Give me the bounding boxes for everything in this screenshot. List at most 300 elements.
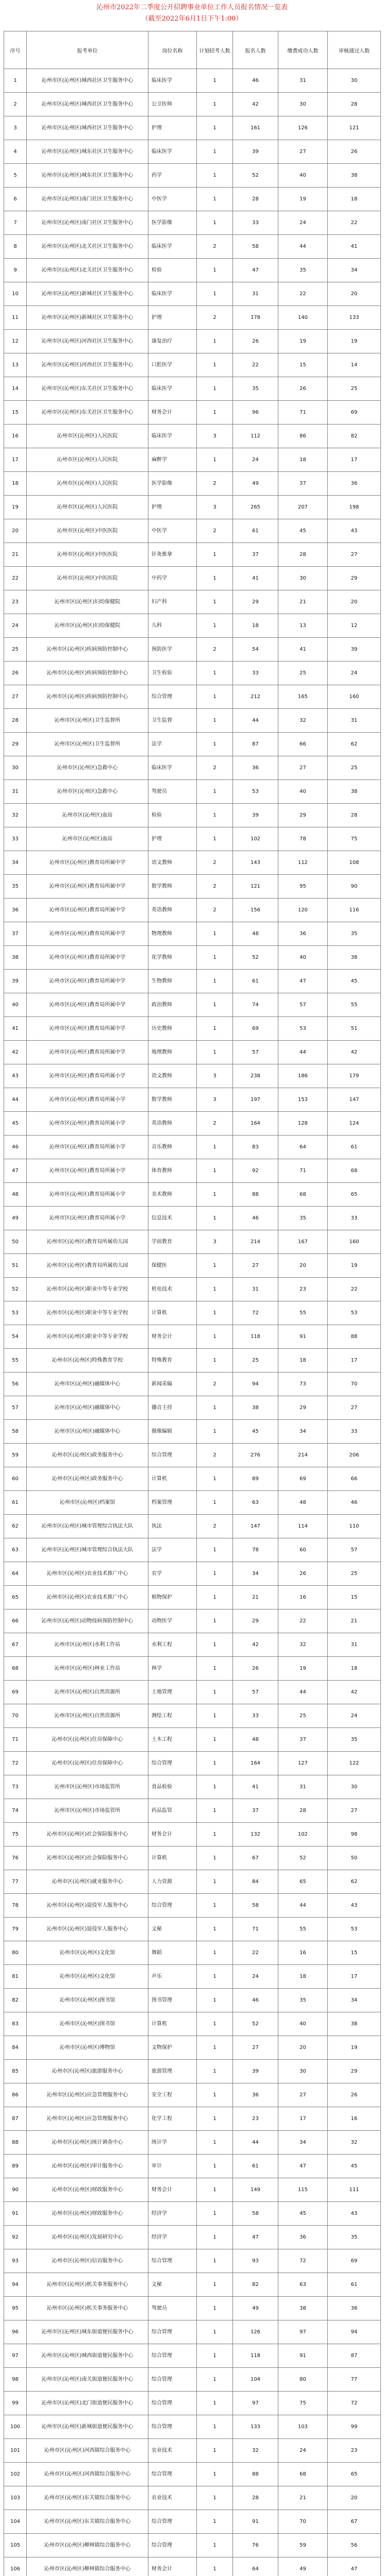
- cell-paid: 59: [278, 2534, 328, 2557]
- cell-seq: 41: [4, 1017, 27, 1041]
- table-row: [4, 567, 381, 590]
- cell-planned: 3: [197, 1064, 233, 1088]
- cell-passed: 27: [328, 1799, 381, 1823]
- cell-employer: 沁州市区(沁州区)教育局所属小学: [27, 1064, 148, 1088]
- cell-position: 计算机: [148, 2012, 197, 2036]
- cell-passed: 124: [328, 1112, 381, 1136]
- cell-passed: 160: [328, 1230, 381, 1254]
- cell-applied: 89: [233, 1467, 278, 1491]
- table-row: [4, 1491, 381, 1515]
- cell-planned: 1: [197, 543, 233, 567]
- cell-paid: 29: [278, 804, 328, 827]
- cell-position: 综合管理: [148, 2510, 197, 2534]
- cell-position: 执法: [148, 1515, 197, 1538]
- cell-seq: 61: [4, 1491, 27, 1515]
- table-row: [4, 1704, 381, 1728]
- cell-employer: 沁州市区(沁州区)新城社区卫生服务中心: [27, 282, 148, 306]
- cell-planned: 1: [197, 2060, 233, 2083]
- cell-planned: 1: [197, 662, 233, 685]
- cell-employer: 沁州市区(沁州区)教育局所属幼儿园: [27, 1230, 148, 1254]
- cell-employer: 沁州市区(沁州区)财政服务中心: [27, 2202, 148, 2226]
- cell-seq: 32: [4, 804, 27, 827]
- cell-employer: 沁州市区(沁州区)中医医院: [27, 543, 148, 567]
- cell-position: 美术教师: [148, 1183, 197, 1207]
- table-row: [4, 425, 381, 448]
- table-row: [4, 756, 381, 780]
- cell-paid: 91: [278, 1325, 328, 1349]
- cell-applied: 36: [233, 2083, 278, 2107]
- cell-applied: 49: [233, 2297, 278, 2320]
- cell-seq: 85: [4, 2060, 27, 2083]
- cell-passed: 24: [328, 662, 381, 685]
- cell-seq: 102: [4, 2463, 27, 2486]
- cell-seq: 6: [4, 188, 27, 211]
- cell-employer: 沁州市区(沁州区)人民医院: [27, 496, 148, 519]
- cell-position: 生物教师: [148, 970, 197, 993]
- table-row: [4, 733, 381, 756]
- cell-paid: 128: [278, 1112, 328, 1136]
- cell-passed: 82: [328, 425, 381, 448]
- cell-employer: 沁州市区(沁州区)人民医院: [27, 425, 148, 448]
- cell-position: 数学教师: [148, 875, 197, 899]
- cell-paid: 73: [278, 1372, 328, 1396]
- cell-employer: 沁州市区(沁州区)东关镇综合服务中心: [27, 2510, 148, 2534]
- cell-seq: 69: [4, 1681, 27, 1704]
- cell-employer: 沁州市区(沁州区)融媒体中心: [27, 1420, 148, 1444]
- cell-position: 中药学: [148, 567, 197, 590]
- cell-planned: 1: [197, 1538, 233, 1562]
- table-row: [4, 1870, 381, 1894]
- cell-seq: 25: [4, 638, 27, 662]
- table-row: [4, 946, 381, 970]
- cell-position: 护理: [148, 827, 197, 851]
- cell-planned: 1: [197, 2131, 233, 2155]
- cell-applied: 39: [233, 2060, 278, 2083]
- cell-paid: 19: [278, 188, 328, 211]
- cell-planned: 1: [197, 2368, 233, 2392]
- cell-employer: 沁州市区(沁州区)城东街道便民服务中心: [27, 2320, 148, 2344]
- cell-seq: 16: [4, 425, 27, 448]
- table-row: [4, 2249, 381, 2273]
- table-row: [4, 2320, 381, 2344]
- cell-position: 临床医学: [148, 377, 197, 401]
- cell-employer: 沁州市区(沁州区)河西镇综合服务中心: [27, 2439, 148, 2463]
- cell-employer: 沁州市区(沁州区)政务服务中心: [27, 1444, 148, 1467]
- cell-applied: 52: [233, 946, 278, 970]
- cell-planned: 1: [197, 2273, 233, 2297]
- cell-employer: 沁州市区(沁州区)东关镇综合服务中心: [27, 2486, 148, 2510]
- cell-seq: 22: [4, 567, 27, 590]
- cell-planned: 2: [197, 235, 233, 259]
- table-row: [4, 709, 381, 733]
- cell-passed: 34: [328, 1989, 381, 2012]
- cell-employer: 沁州市区(沁州区)教育局所属中学: [27, 899, 148, 922]
- cell-position: 财务会计: [148, 2557, 197, 2576]
- cell-applied: 48: [233, 1728, 278, 1752]
- cell-paid: 25: [278, 662, 328, 685]
- cell-applied: 149: [233, 2178, 278, 2202]
- cell-planned: 2: [197, 472, 233, 496]
- cell-passed: 23: [328, 2439, 381, 2463]
- cell-employer: 沁州市区(沁州区)博物馆: [27, 2036, 148, 2060]
- cell-seq: 93: [4, 2249, 27, 2273]
- cell-paid: 70: [278, 2510, 328, 2534]
- cell-paid: 31: [278, 1775, 328, 1799]
- cell-paid: 75: [278, 2392, 328, 2415]
- cell-planned: 1: [197, 1301, 233, 1325]
- cell-applied: 238: [233, 1064, 278, 1088]
- cell-applied: 92: [233, 1159, 278, 1183]
- cell-position: 驾驶员: [148, 780, 197, 804]
- cell-seq: 51: [4, 1254, 27, 1278]
- cell-position: 临床医学: [148, 756, 197, 780]
- cell-seq: 94: [4, 2273, 27, 2297]
- cell-planned: 1: [197, 2557, 233, 2576]
- table-row: [4, 2273, 381, 2297]
- cell-passed: 53: [328, 1301, 381, 1325]
- cell-planned: 1: [197, 1965, 233, 1989]
- cell-paid: 102: [278, 1823, 328, 1846]
- cell-position: 综合管理: [148, 2415, 197, 2439]
- cell-passed: 28: [328, 804, 381, 827]
- cell-employer: 沁州市区(沁州区)中医医院: [27, 567, 148, 590]
- cell-planned: 1: [197, 1183, 233, 1207]
- cell-seq: 10: [4, 282, 27, 306]
- cell-paid: 29: [278, 1396, 328, 1420]
- cell-position: 历史教师: [148, 1017, 197, 1041]
- cell-planned: 2: [197, 638, 233, 662]
- cell-employer: 沁州市区(沁州区)城西社区卫生服务中心: [27, 116, 148, 140]
- header-planned: 计划招考人数: [197, 31, 233, 69]
- cell-planned: 1: [197, 2415, 233, 2439]
- cell-applied: 133: [233, 2415, 278, 2439]
- cell-paid: 103: [278, 2415, 328, 2439]
- cell-passed: 12: [328, 614, 381, 638]
- cell-passed: 30: [328, 69, 381, 93]
- table-row: [4, 1775, 381, 1799]
- table-row: [4, 188, 381, 211]
- cell-applied: 46: [233, 69, 278, 93]
- cell-applied: 53: [233, 780, 278, 804]
- cell-seq: 17: [4, 448, 27, 472]
- cell-applied: 72: [233, 1301, 278, 1325]
- cell-applied: 87: [233, 733, 278, 756]
- cell-position: 临床医学: [148, 425, 197, 448]
- cell-planned: 2: [197, 899, 233, 922]
- cell-employer: 沁州市区(沁州区)教育局所属中学: [27, 970, 148, 993]
- table-row: [4, 851, 381, 875]
- cell-employer: 沁州市区(沁州区)林业工作站: [27, 1657, 148, 1681]
- cell-planned: 1: [197, 1657, 233, 1681]
- cell-position: 预防医学: [148, 638, 197, 662]
- cell-seq: 56: [4, 1372, 27, 1396]
- cell-passed: 35: [328, 922, 381, 946]
- cell-applied: 27: [233, 1254, 278, 1278]
- cell-seq: 29: [4, 733, 27, 756]
- cell-planned: 1: [197, 922, 233, 946]
- cell-paid: 17: [278, 2107, 328, 2131]
- table-row: [4, 1965, 381, 1989]
- cell-seq: 80: [4, 1941, 27, 1965]
- cell-employer: 沁州市区(沁州区)自然资源所: [27, 1681, 148, 1704]
- cell-paid: 55: [278, 1301, 328, 1325]
- cell-passed: 35: [328, 1728, 381, 1752]
- cell-passed: 70: [328, 1372, 381, 1396]
- cell-employer: 沁州市区(沁州区)城西街道便民服务中心: [27, 2344, 148, 2368]
- cell-paid: 21: [278, 590, 328, 614]
- cell-planned: 1: [197, 1159, 233, 1183]
- cell-paid: 40: [278, 164, 328, 188]
- cell-employer: 沁州市区(沁州区)城市管理综合执法大队: [27, 1538, 148, 1562]
- table-row: [4, 235, 381, 259]
- header-applied: 报名人数: [233, 31, 278, 69]
- cell-applied: 69: [233, 1017, 278, 1041]
- cell-paid: 19: [278, 330, 328, 353]
- cell-applied: 88: [233, 1183, 278, 1207]
- cell-seq: 48: [4, 1183, 27, 1207]
- cell-position: 学前教育: [148, 1230, 197, 1254]
- cell-position: 文物保护: [148, 2036, 197, 2060]
- cell-seq: 7: [4, 211, 27, 235]
- cell-paid: 34: [278, 1420, 328, 1444]
- cell-planned: 1: [197, 377, 233, 401]
- table-row: [4, 1444, 381, 1467]
- cell-planned: 1: [197, 2226, 233, 2249]
- cell-applied: 27: [233, 2036, 278, 2060]
- cell-position: 图书管理: [148, 1989, 197, 2012]
- cell-passed: 38: [328, 780, 381, 804]
- cell-passed: 69: [328, 2249, 381, 2273]
- cell-planned: 1: [197, 2155, 233, 2178]
- table-row: [4, 1420, 381, 1444]
- cell-employer: 沁州市区(沁州区)北门街道便民服务中心: [27, 2392, 148, 2415]
- table-row: [4, 2036, 381, 2060]
- cell-planned: 1: [197, 2036, 233, 2060]
- table-row: [4, 875, 381, 899]
- cell-seq: 52: [4, 1278, 27, 1301]
- cell-position: 语文教师: [148, 1064, 197, 1088]
- table-row: [4, 1515, 381, 1538]
- cell-seq: 63: [4, 1538, 27, 1562]
- cell-employer: 沁州市区(沁州区)退役军人服务中心: [27, 1894, 148, 1918]
- table-row: [4, 2415, 381, 2439]
- cell-employer: 沁州市区(沁州区)融媒体中心: [27, 1372, 148, 1396]
- cell-position: 财务会计: [148, 1325, 197, 1349]
- cell-seq: 28: [4, 709, 27, 733]
- cell-passed: 111: [328, 2178, 381, 2202]
- cell-planned: 1: [197, 69, 233, 93]
- cell-planned: 1: [197, 1325, 233, 1349]
- cell-paid: 41: [278, 638, 328, 662]
- cell-passed: 121: [328, 116, 381, 140]
- table-row: [4, 377, 381, 401]
- cell-passed: 27: [328, 543, 381, 567]
- table-row: [4, 2060, 381, 2083]
- table-row: [4, 1088, 381, 1112]
- table-row: [4, 69, 381, 93]
- cell-position: 新闻采编: [148, 1372, 197, 1396]
- cell-seq: 58: [4, 1420, 27, 1444]
- cell-passed: 38: [328, 164, 381, 188]
- cell-paid: 22: [278, 282, 328, 306]
- cell-passed: 22: [328, 211, 381, 235]
- cell-passed: 14: [328, 353, 381, 377]
- cell-position: 财务会计: [148, 1823, 197, 1846]
- registration-table: [4, 31, 381, 2576]
- cell-paid: 19: [278, 1657, 328, 1681]
- cell-paid: 78: [278, 827, 328, 851]
- cell-seq: 54: [4, 1325, 27, 1349]
- cell-paid: 66: [278, 733, 328, 756]
- cell-seq: 71: [4, 1728, 27, 1752]
- cell-passed: 38: [328, 2012, 381, 2036]
- cell-passed: 41: [328, 235, 381, 259]
- cell-position: 统计学: [148, 2131, 197, 2155]
- cell-planned: 3: [197, 1088, 233, 1112]
- cell-planned: 1: [197, 2012, 233, 2036]
- cell-employer: 沁州市区(沁州区)应急管理服务中心: [27, 2107, 148, 2131]
- cell-applied: 57: [233, 1041, 278, 1064]
- title-line-1: 沁州市2022年二季度公开招聘事业单位工作人员报名情况一览表: [96, 4, 288, 11]
- table-row: [4, 1159, 381, 1183]
- cell-planned: 1: [197, 1941, 233, 1965]
- cell-passed: 47: [328, 2557, 381, 2576]
- table-row: [4, 662, 381, 685]
- cell-position: 药品监管: [148, 1799, 197, 1823]
- cell-employer: 沁州市区(沁州区)教育局所属小学: [27, 1088, 148, 1112]
- cell-planned: 1: [197, 2344, 233, 2368]
- table-row: [4, 164, 381, 188]
- cell-position: 播音主持: [148, 1396, 197, 1420]
- cell-planned: 3: [197, 425, 233, 448]
- cell-applied: 93: [233, 2249, 278, 2273]
- cell-applied: 197: [233, 1088, 278, 1112]
- cell-employer: 沁州市区(沁州区)新城街道便民服务中心: [27, 2415, 148, 2439]
- cell-passed: 57: [328, 1538, 381, 1562]
- cell-seq: 97: [4, 2344, 27, 2368]
- cell-seq: 20: [4, 519, 27, 543]
- cell-position: 综合管理: [148, 2320, 197, 2344]
- cell-seq: 82: [4, 1989, 27, 2012]
- cell-position: 妇产科: [148, 590, 197, 614]
- cell-seq: 19: [4, 496, 27, 519]
- cell-passed: 110: [328, 1515, 381, 1538]
- cell-employer: 沁州市区(沁州区)职业中等专业学校: [27, 1325, 148, 1349]
- cell-employer: 沁州市区(沁州区)社会保险服务中心: [27, 1823, 148, 1846]
- cell-position: 审计: [148, 2155, 197, 2178]
- header-passed: 审核通过人数: [328, 31, 381, 69]
- cell-seq: 86: [4, 2083, 27, 2107]
- cell-planned: 2: [197, 756, 233, 780]
- cell-planned: 1: [197, 567, 233, 590]
- cell-position: 林学: [148, 1657, 197, 1681]
- cell-planned: 1: [197, 2320, 233, 2344]
- cell-employer: 沁州市区(沁州区)卫生监督所: [27, 733, 148, 756]
- cell-passed: 25: [328, 756, 381, 780]
- cell-applied: 57: [233, 1681, 278, 1704]
- cell-paid: 69: [278, 1467, 328, 1491]
- cell-planned: 1: [197, 1491, 233, 1515]
- cell-passed: 18: [328, 1657, 381, 1681]
- cell-position: 计算机: [148, 1467, 197, 1491]
- table-row: [4, 448, 381, 472]
- cell-passed: 94: [328, 2320, 381, 2344]
- cell-paid: 30: [278, 93, 328, 116]
- table-row: [4, 2534, 381, 2557]
- cell-planned: 1: [197, 2486, 233, 2510]
- cell-employer: 沁州市区(沁州区)就业服务中心: [27, 1870, 148, 1894]
- cell-seq: 65: [4, 1586, 27, 1609]
- cell-employer: 沁州市区(沁州区)疾病预防控制中心: [27, 662, 148, 685]
- cell-paid: 44: [278, 1041, 328, 1064]
- cell-employer: 沁州市区(沁州区)图书馆: [27, 2012, 148, 2036]
- cell-position: 卫生监督: [148, 709, 197, 733]
- table-row: [4, 2202, 381, 2226]
- cell-planned: 1: [197, 2178, 233, 2202]
- cell-employer: 沁州市区(沁州区)农业技术推广中心: [27, 1562, 148, 1586]
- cell-planned: 1: [197, 1609, 233, 1633]
- cell-employer: 沁州市区(沁州区)妇幼保健院: [27, 590, 148, 614]
- cell-paid: 36: [278, 922, 328, 946]
- cell-position: 物理教师: [148, 922, 197, 946]
- cell-employer: 沁州市区(沁州区)河西社区卫生服务中心: [27, 353, 148, 377]
- cell-position: 地理教师: [148, 1041, 197, 1064]
- cell-employer: 沁州市区(沁州区)教育局所属中学: [27, 922, 148, 946]
- table-row: [4, 211, 381, 235]
- cell-paid: 63: [278, 2273, 328, 2297]
- table-row: [4, 1728, 381, 1752]
- cell-applied: 64: [233, 2557, 278, 2576]
- table-row: [4, 306, 381, 330]
- table-row: [4, 1278, 381, 1301]
- cell-planned: 1: [197, 2107, 233, 2131]
- cell-employer: 沁州市区(沁州区)北关社区卫生服务中心: [27, 235, 148, 259]
- cell-paid: 53: [278, 1017, 328, 1041]
- cell-seq: 76: [4, 1846, 27, 1870]
- cell-planned: 1: [197, 1207, 233, 1230]
- cell-paid: 40: [278, 946, 328, 970]
- cell-paid: 16: [278, 1586, 328, 1609]
- cell-planned: 1: [197, 401, 233, 425]
- cell-seq: 83: [4, 2012, 27, 2036]
- table-row: [4, 1349, 381, 1372]
- cell-employer: 沁州市区(沁州区)机关事务服务中心: [27, 2273, 148, 2297]
- cell-planned: 3: [197, 496, 233, 519]
- cell-passed: 66: [328, 1467, 381, 1491]
- cell-applied: 33: [233, 662, 278, 685]
- cell-position: 法学: [148, 733, 197, 756]
- cell-applied: 26: [233, 1657, 278, 1681]
- cell-applied: 41: [233, 567, 278, 590]
- cell-applied: 214: [233, 1230, 278, 1254]
- cell-applied: 22: [233, 353, 278, 377]
- cell-passed: 17: [328, 1349, 381, 1372]
- table-row: [4, 1752, 381, 1775]
- cell-employer: 沁州市区(沁州区)教育局所属中学: [27, 993, 148, 1017]
- cell-employer: 沁州市区(沁州区)财政服务中心: [27, 2178, 148, 2202]
- cell-applied: 39: [233, 804, 278, 827]
- cell-employer: 沁州市区(沁州区)文化馆: [27, 1965, 148, 1989]
- cell-paid: 18: [278, 448, 328, 472]
- cell-employer: 沁州市区(沁州区)城东社区卫生服务中心: [27, 164, 148, 188]
- cell-applied: 78: [233, 1538, 278, 1562]
- cell-passed: 29: [328, 567, 381, 590]
- cell-position: 药学: [148, 164, 197, 188]
- cell-seq: 72: [4, 1752, 27, 1775]
- cell-planned: 2: [197, 306, 233, 330]
- cell-seq: 104: [4, 2510, 27, 2534]
- cell-paid: 64: [278, 1136, 328, 1159]
